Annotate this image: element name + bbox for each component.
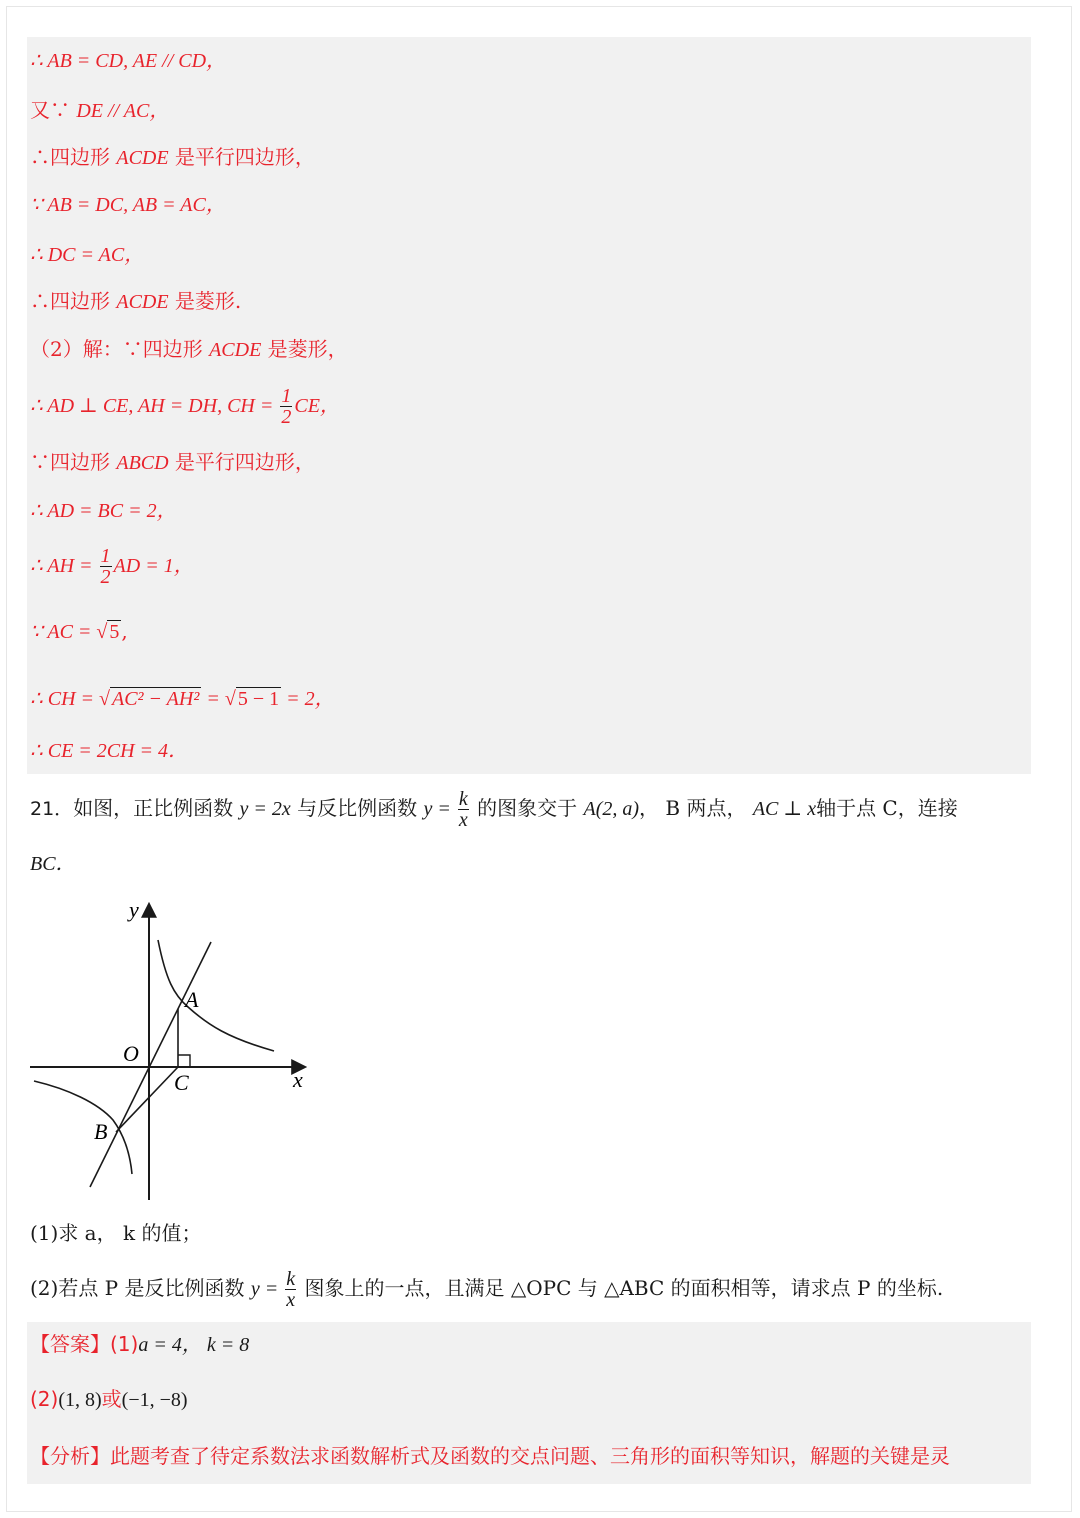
- question-number: 21．: [30, 798, 74, 820]
- solution-line-5: [30, 240, 144, 269]
- solution-line-5-text: ∴ DC = AC，: [30, 244, 145, 266]
- solution-line-6-eq: ACDE: [116, 291, 169, 313]
- fraction-denominator: 2: [281, 406, 292, 428]
- solution-line-3: [30, 143, 315, 172]
- answer-2-point-2: (−1, −8): [121, 1389, 188, 1411]
- sqrt-radicand: 5: [109, 621, 120, 643]
- solution-line-6: [30, 287, 241, 316]
- solution-line-11-prefix: ∴ AH =: [30, 555, 98, 577]
- label-c: C: [174, 1070, 189, 1095]
- answer-2-prefix: (2): [30, 1387, 59, 1411]
- analysis-tag: 【分析】: [30, 1444, 110, 1468]
- sqrt-radicand-2: 5 − 1: [237, 688, 280, 710]
- solution-line-9-eq: ABCD: [116, 452, 169, 474]
- fraction-denominator: x: [286, 1289, 296, 1311]
- label-a: A: [185, 987, 199, 1012]
- solution-line-11: [30, 543, 194, 588]
- label-y: y: [129, 897, 139, 922]
- solution-line-12-suffix: ,: [121, 619, 128, 643]
- solution-line-9: [30, 448, 315, 477]
- answer-1-prefix: (1): [110, 1332, 139, 1356]
- solution-line-11-suffix: AD = 1，: [113, 555, 194, 577]
- solution-line-1-text: ∴ AB = CD, AE // CD，: [30, 50, 227, 72]
- question-text-c: 的图象交于: [470, 796, 584, 820]
- solution-line-2: [30, 96, 169, 125]
- solution-line-13-prefix: ∴ CH = √: [30, 688, 110, 710]
- coordinate-figure: [28, 895, 318, 1205]
- sub-question-2: [30, 1266, 943, 1311]
- label-o: O: [123, 1041, 139, 1066]
- solution-line-7: [30, 335, 348, 364]
- answer-2-point-1: (1, 8): [58, 1389, 102, 1411]
- hyperbola-branch-1: [158, 940, 274, 1051]
- solution-line-3-prefix: ∴四边形: [30, 145, 117, 169]
- fraction-k-over-x-2: [285, 1269, 296, 1310]
- solution-line-9-suffix: 是平行四边形，: [168, 450, 315, 474]
- solution-line-10: [30, 496, 177, 525]
- solution-line-12: [30, 617, 128, 646]
- question-perp: AC ⊥ x: [752, 798, 817, 820]
- answer-tag: 【答案】: [30, 1332, 110, 1356]
- solution-line-9-prefix: ∵四边形: [30, 450, 117, 474]
- solution-line-13-suffix: = 2，: [281, 688, 335, 710]
- fraction-half-2: [100, 546, 112, 587]
- fraction-numerator: 1: [100, 545, 111, 567]
- answer-line-1: [30, 1330, 249, 1359]
- sub-question-2-prefix: (2)若点 P 是反比例函数: [30, 1276, 251, 1300]
- question-point-a: A(2, a): [583, 798, 640, 820]
- solution-line-13-mid: = √: [201, 688, 236, 710]
- answer-2-or: 或: [101, 1387, 122, 1411]
- line-y-2x: [90, 942, 211, 1187]
- sub-question-1-text: (1)求 a， k 的值；: [30, 1221, 202, 1245]
- hyperbola-branch-2: [34, 1081, 132, 1174]
- solution-line-6-suffix: 是菱形.: [168, 289, 242, 313]
- label-b: B: [94, 1119, 108, 1144]
- question-text-e: 轴于点 C，连接: [816, 796, 958, 820]
- fraction-numerator: 1: [281, 385, 292, 407]
- sub-question-2-suffix: 图象上的一点，且满足 △OPC 与 △ABC 的面积相等，请求点 P 的坐标.: [298, 1276, 944, 1300]
- solution-line-7-prefix: （2）解：∵四边形: [30, 337, 210, 361]
- segment-bc: [116, 1067, 178, 1132]
- right-angle-mark: [178, 1055, 190, 1067]
- solution-line-4: [30, 190, 226, 219]
- fraction-numerator: k: [286, 1268, 296, 1290]
- sqrt-radicand-1: AC² − AH²: [111, 688, 200, 710]
- solution-line-7-suffix: 是菱形，: [261, 337, 348, 361]
- question-line-1: [30, 783, 958, 834]
- sub-question-1: [30, 1219, 201, 1247]
- fraction-k-over-x: [458, 789, 469, 830]
- solution-line-14: [30, 736, 188, 765]
- sub-question-2-eq-left: y =: [250, 1278, 284, 1300]
- solution-line-3-eq: ACDE: [116, 147, 169, 169]
- analysis-text: 此题考查了待定系数法求函数解析式及函数的交点问题、三角形的面积等知识，解题的关键是灵: [110, 1444, 950, 1468]
- question-eq2-left: y =: [423, 798, 456, 820]
- question-text-d: ， B 两点，: [639, 796, 753, 820]
- solution-line-6-prefix: ∴四边形: [30, 289, 117, 313]
- answer-1-text: a = 4， k = 8: [138, 1334, 250, 1356]
- answer-line-2: [30, 1385, 188, 1414]
- fraction-half: [280, 386, 292, 427]
- solution-line-3-suffix: 是平行四边形，: [168, 145, 315, 169]
- solution-line-7-eq: ACDE: [209, 339, 262, 361]
- solution-line-12-prefix: ∵ AC = √: [30, 621, 108, 643]
- solution-line-8-suffix: CE，: [294, 395, 340, 417]
- solution-line-2-prefix: 又∵: [30, 98, 77, 122]
- question-line-2-text: BC．: [30, 853, 76, 875]
- solution-line-8-prefix: ∴ AD ⊥ CE, AH = DH, CH =: [30, 395, 279, 417]
- fraction-denominator: 2: [100, 566, 111, 588]
- solution-line-10-text: ∴ AD = BC = 2，: [30, 500, 177, 522]
- solution-line-1: [30, 46, 226, 75]
- solution-line-4-text: ∵ AB = DC, AB = AC，: [30, 194, 226, 216]
- solution-line-13: [30, 684, 335, 713]
- solution-line-2-eq: DE // AC，: [76, 100, 170, 122]
- label-x: x: [293, 1067, 303, 1092]
- question-text-a: 如图，正比例函数: [73, 796, 240, 820]
- question-eq1: y = 2x: [239, 798, 291, 820]
- fraction-numerator: k: [458, 788, 468, 810]
- solution-line-14-text: ∴ CE = 2CH = 4．: [30, 740, 189, 762]
- question-text-b: 与反比例函数: [290, 796, 424, 820]
- solution-line-8: [30, 383, 340, 428]
- analysis-line: [30, 1442, 950, 1470]
- fraction-denominator: x: [458, 809, 468, 831]
- question-line-2: [30, 849, 76, 878]
